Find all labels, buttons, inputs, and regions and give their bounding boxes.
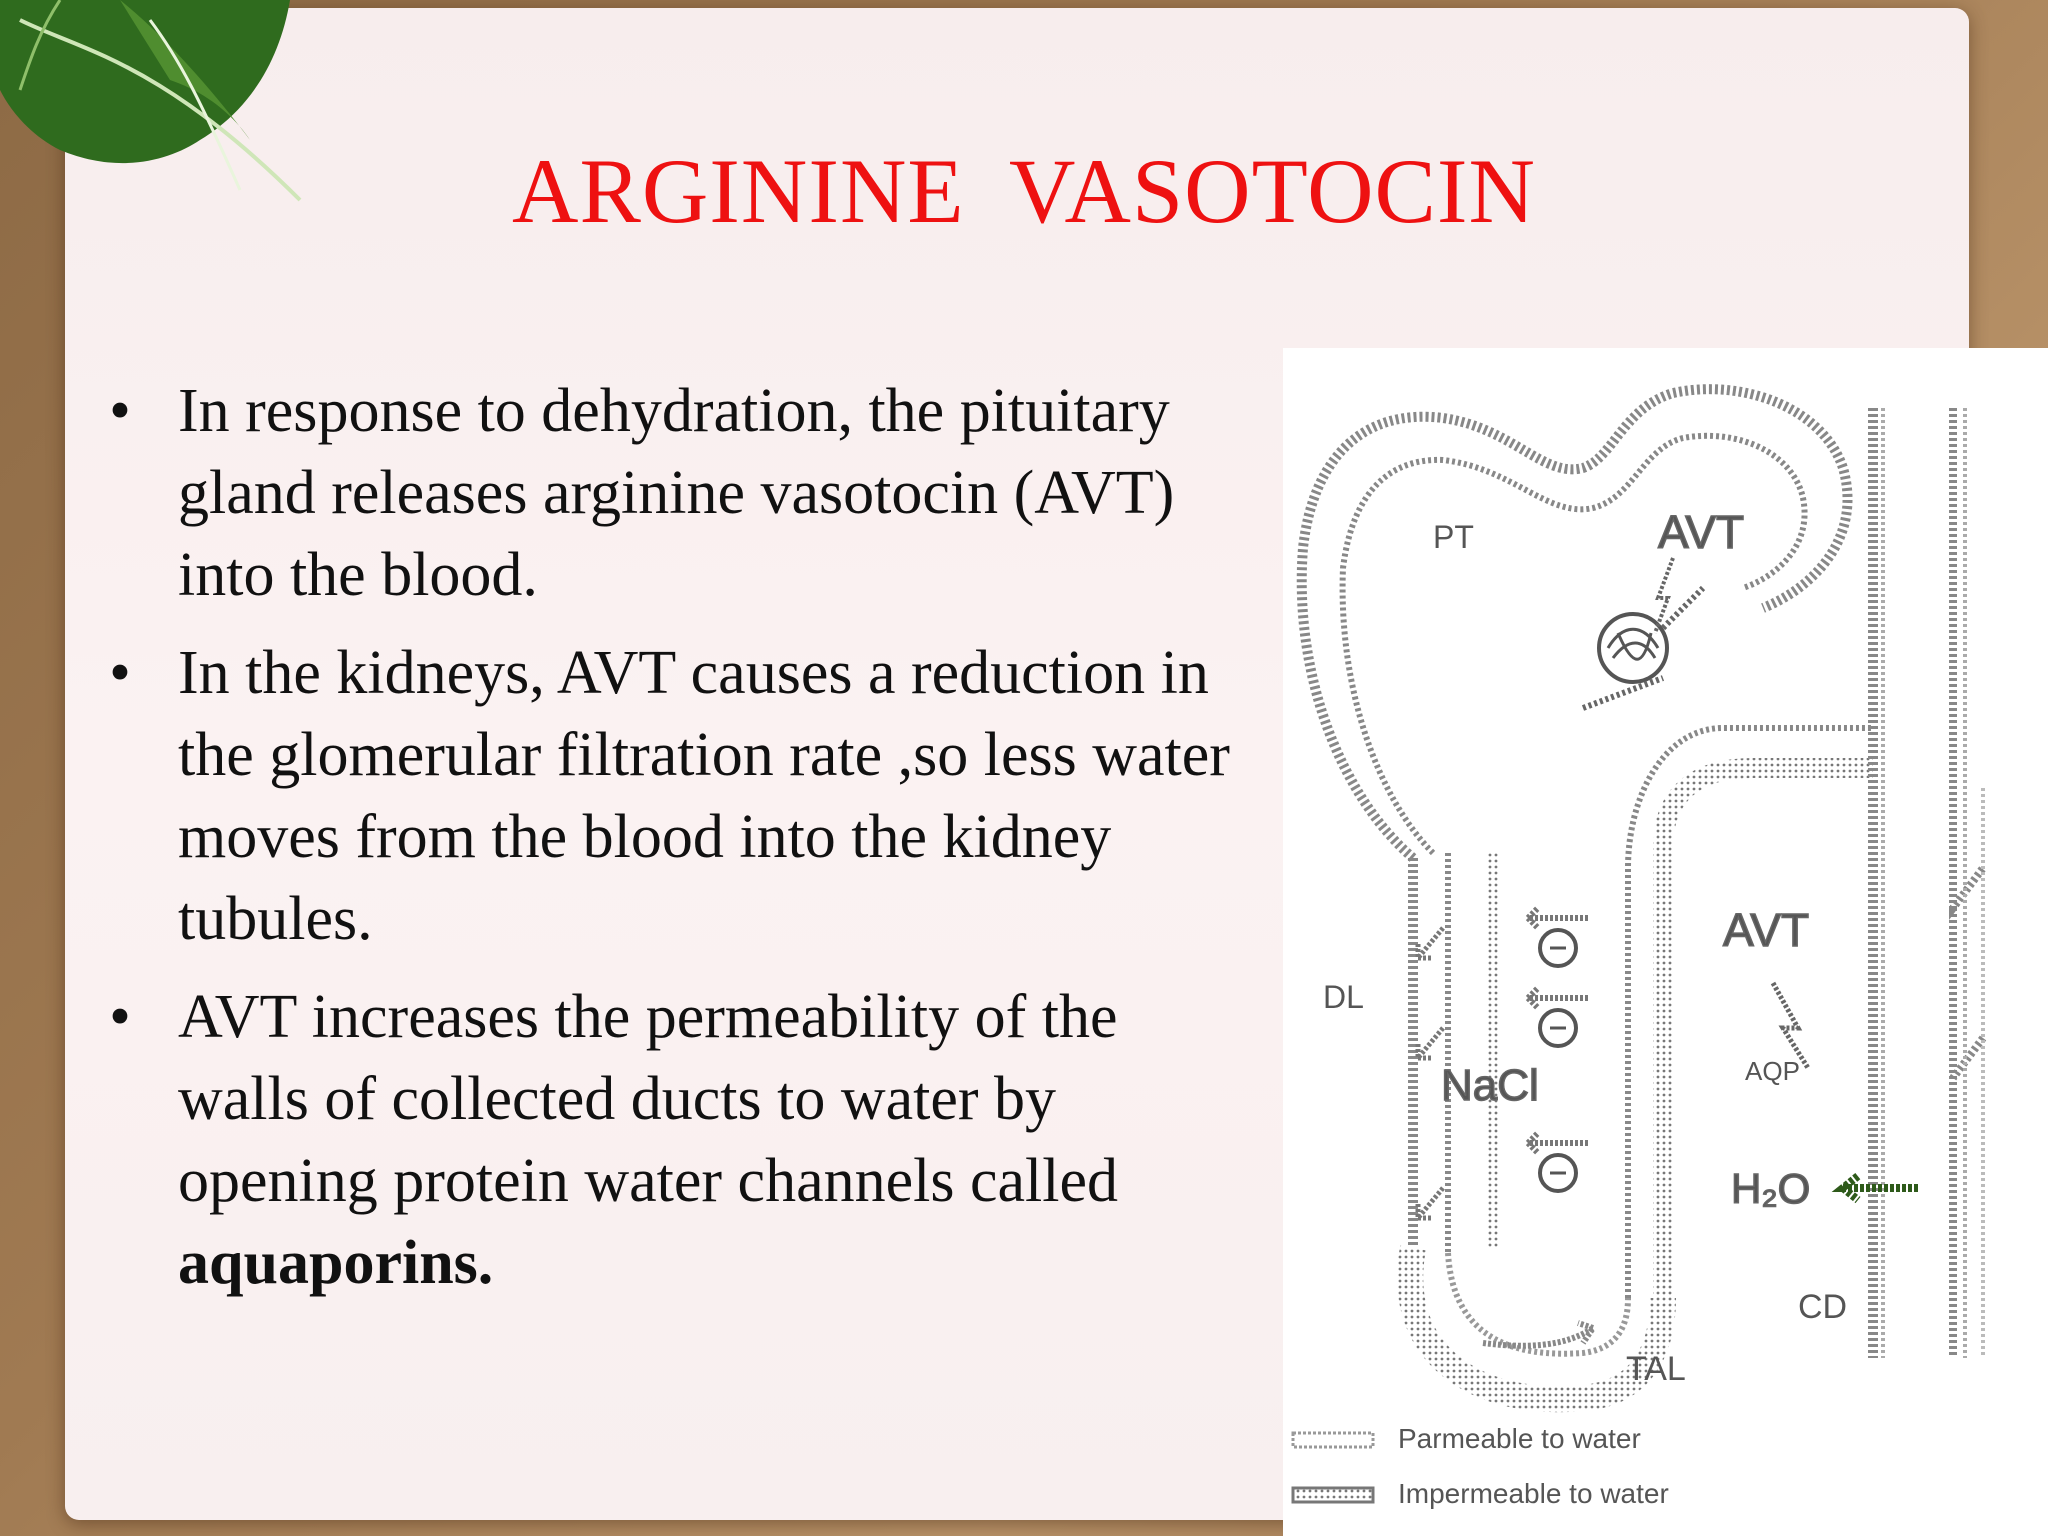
bullet-strong-text: aquaporins. [178, 1229, 494, 1297]
glomerulus-icon [1583, 588, 1703, 708]
legend [1293, 1423, 1669, 1509]
label-pt: PT [1433, 519, 1474, 555]
slide-title: ARGININE VASOTOCIN [512, 140, 1536, 242]
legend-impermeable-label: Impermeable to water [1398, 1478, 1669, 1509]
h2o-arrow-icon [1843, 1176, 1918, 1200]
bullet-dot: • [109, 639, 131, 707]
ascending-limb [1663, 768, 1873, 1298]
nacl-pump-icon [1528, 1133, 1588, 1191]
label-h2o: H₂O [1731, 1165, 1811, 1212]
label-avt-top: AVT [1658, 506, 1745, 558]
bullet-item [100, 632, 1250, 960]
legend-permeable-label: Parmeable to water [1398, 1423, 1641, 1454]
nacl-pump-icon [1528, 988, 1588, 1046]
label-aqp: AQP [1745, 1056, 1800, 1086]
bullet-item [100, 976, 1250, 1304]
bullet-item [100, 370, 1250, 616]
nacl-pump-icon [1528, 908, 1588, 966]
legend-impermeable-swatch [1293, 1488, 1373, 1502]
avt-top-arrow-icon [1655, 558, 1673, 633]
bullet-dot: • [109, 983, 131, 1051]
label-nacl: NaCl [1441, 1061, 1539, 1110]
nephron-diagram-svg [1283, 348, 2048, 1536]
bullet-list [100, 370, 1250, 1304]
bullet-text: In response to dehydration, the pituitary gland releases arginine vasotocin (AVT) into the blood. [178, 377, 1175, 609]
label-avt-cd: AVT [1723, 904, 1810, 956]
label-cd: CD [1798, 1288, 1848, 1326]
label-dl: DL [1323, 979, 1364, 1015]
flow-arrow-icon [1483, 1323, 1593, 1346]
nephron-diagram [1283, 348, 2048, 1536]
bullet-dot: • [109, 377, 131, 445]
bullet-text: AVT increases the permeability of the walls of collected ducts to water by opening protein water channels called [178, 983, 1118, 1215]
legend-permeable-swatch [1293, 1433, 1373, 1447]
bullet-text: In the kidneys, AVT causes a reduction in the glomerular filtration rate ,so less water moves from the blood into the kidney tubules. [178, 639, 1230, 953]
proximal-tubule [1302, 389, 1848, 858]
water-arrow-icon [1418, 928, 1443, 1218]
label-tal: TAL [1626, 1350, 1686, 1388]
